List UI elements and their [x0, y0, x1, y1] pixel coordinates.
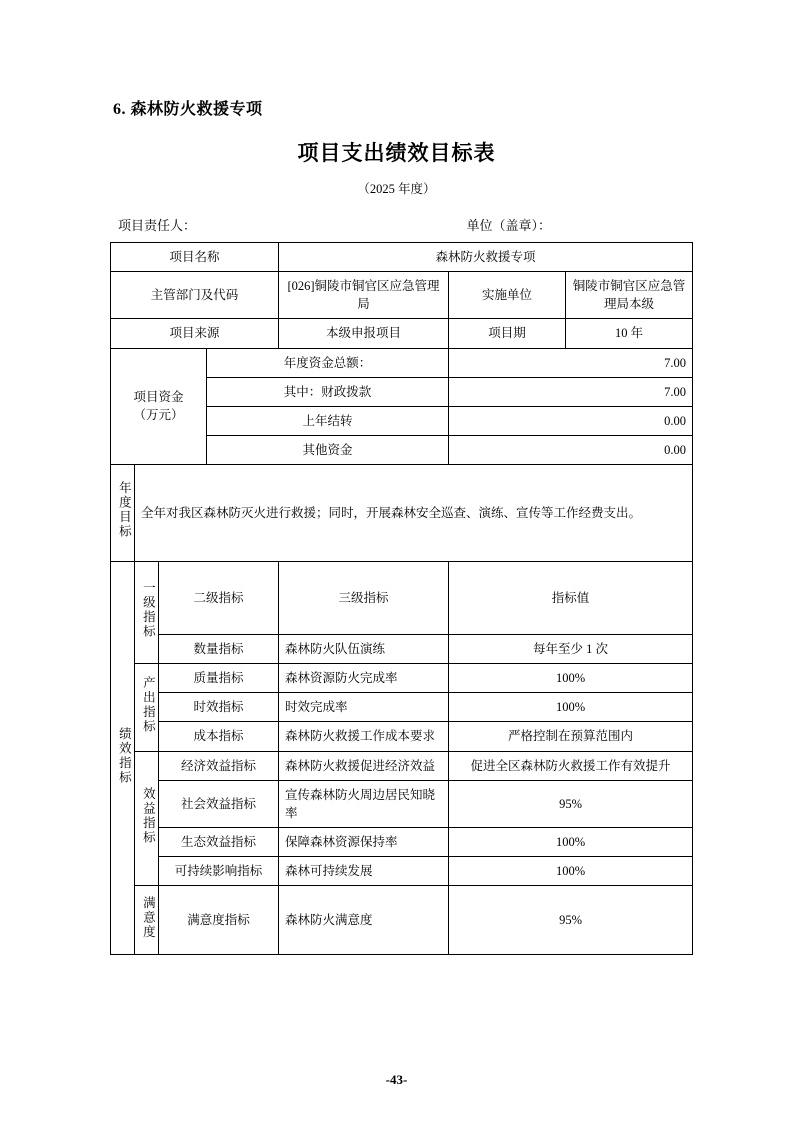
- indicator-value: 95%: [449, 886, 693, 955]
- table-row: [111, 243, 693, 272]
- level2-label: 质量指标: [159, 664, 279, 693]
- impl-unit-label: 实施单位: [449, 272, 566, 318]
- table-row: [111, 751, 693, 780]
- table-row: [111, 319, 693, 348]
- performance-goal-table: [110, 242, 693, 955]
- indicator-value: 严格控制在预算范围内: [449, 722, 693, 751]
- section-heading: 6. 森林防火救援专项: [113, 101, 263, 118]
- level2-label: 满意度指标: [159, 886, 279, 955]
- dept-value: [026]铜陵市铜官区应急管理局: [279, 272, 449, 319]
- funds-row-value: 0.00: [449, 435, 693, 464]
- table-row: [111, 857, 693, 886]
- indicator-value: 100%: [449, 827, 693, 856]
- perf-label: 绩效指标: [111, 562, 135, 955]
- impl-unit-cell: [449, 272, 693, 319]
- level3-label: 森林防火救援促进经济效益: [279, 751, 449, 780]
- indicator-value: 95%: [449, 780, 693, 827]
- level3-label: 森林防火满意度: [279, 886, 449, 955]
- period-label: 项目期: [449, 319, 566, 347]
- table-row: [111, 693, 693, 722]
- table-row: [111, 562, 693, 635]
- source-value: 本级申报项目: [279, 319, 449, 348]
- level3-label: 森林资源防火完成率: [279, 664, 449, 693]
- table-row: [111, 348, 693, 377]
- level1-label-benefit: 效益指标: [135, 751, 159, 886]
- funds-row-name: 年度资金总额：: [207, 348, 449, 377]
- level1-label-output: 产出指标: [135, 664, 159, 751]
- level2-label: 经济效益指标: [159, 751, 279, 780]
- indicator-value: 促进全区森林防火救援工作有效提升: [449, 751, 693, 780]
- unit-seal-label: 单位（盖章）：: [466, 218, 552, 233]
- level3-label: 森林防火队伍演练: [279, 635, 449, 664]
- meta-row: [88, 215, 705, 234]
- level3-label: 森林可持续发展: [279, 857, 449, 886]
- table-row: [111, 827, 693, 856]
- period-cell: [449, 319, 693, 348]
- header-level2: 二级指标: [159, 562, 279, 635]
- responsible-person-label: 项目责任人：: [118, 218, 197, 233]
- project-name-label: 项目名称: [111, 243, 279, 272]
- annual-goal-label: 年度目标: [111, 465, 135, 562]
- header-level3: 三级指标: [279, 562, 449, 635]
- page-number: -43-: [385, 1072, 408, 1087]
- annual-goal-text: 全年对我区森林防灭火进行救援；同时，开展森林安全巡查、演练、宣传等工作经费支出。: [135, 465, 693, 562]
- funds-row-value: 0.00: [449, 406, 693, 435]
- indicator-value: 每年至少 1 次: [449, 635, 693, 664]
- level3-label: 保障森林资源保持率: [279, 827, 449, 856]
- funds-row-value: 7.00: [449, 348, 693, 377]
- table-row: [111, 722, 693, 751]
- table-row: [111, 465, 693, 562]
- level2-label: 社会效益指标: [159, 780, 279, 827]
- funds-row-value: 7.00: [449, 377, 693, 406]
- level2-label: 可持续影响指标: [159, 857, 279, 886]
- level2-label: 生态效益指标: [159, 827, 279, 856]
- level3-label: 时效完成率: [279, 693, 449, 722]
- table-row: [111, 664, 693, 693]
- level2-label: 数量指标: [159, 635, 279, 664]
- indicator-value: 100%: [449, 857, 693, 886]
- dept-label: 主管部门及代码: [111, 272, 279, 319]
- project-name-value: 森林防火救援专项: [279, 243, 693, 272]
- level2-label: 时效指标: [159, 693, 279, 722]
- funds-label: 项目资金: [133, 390, 184, 405]
- indicator-value: 100%: [449, 693, 693, 722]
- header-level1: 一级指标: [135, 562, 159, 664]
- period-value: 10 年: [614, 326, 644, 341]
- source-label: 项目来源: [111, 319, 279, 348]
- funds-row-name: 其他资金: [207, 435, 449, 464]
- funds-row-name: 其中：财政拨款: [207, 377, 449, 406]
- table-row: [111, 780, 693, 827]
- table-row: [111, 886, 693, 955]
- funds-label-cell: [111, 348, 207, 465]
- page-title: 项目支出绩效目标表: [297, 141, 496, 165]
- header-value: 指标值: [449, 562, 693, 635]
- funds-row-name: 上年结转: [207, 406, 449, 435]
- impl-unit-value: 铜陵市铜官区应急管理局本级: [572, 279, 686, 312]
- level2-label: 成本指标: [159, 722, 279, 751]
- table-row: [111, 272, 693, 319]
- funds-unit: （万元）: [133, 408, 184, 423]
- table-row: [111, 635, 693, 664]
- page-subtitle: （2025 年度）: [357, 182, 436, 196]
- level3-label: 森林防火救援工作成本要求: [279, 722, 449, 751]
- indicator-value: 100%: [449, 664, 693, 693]
- level1-label-satisfaction: 满意度: [135, 886, 159, 955]
- level3-label: 宣传森林防火周边居民知晓率: [279, 780, 449, 827]
